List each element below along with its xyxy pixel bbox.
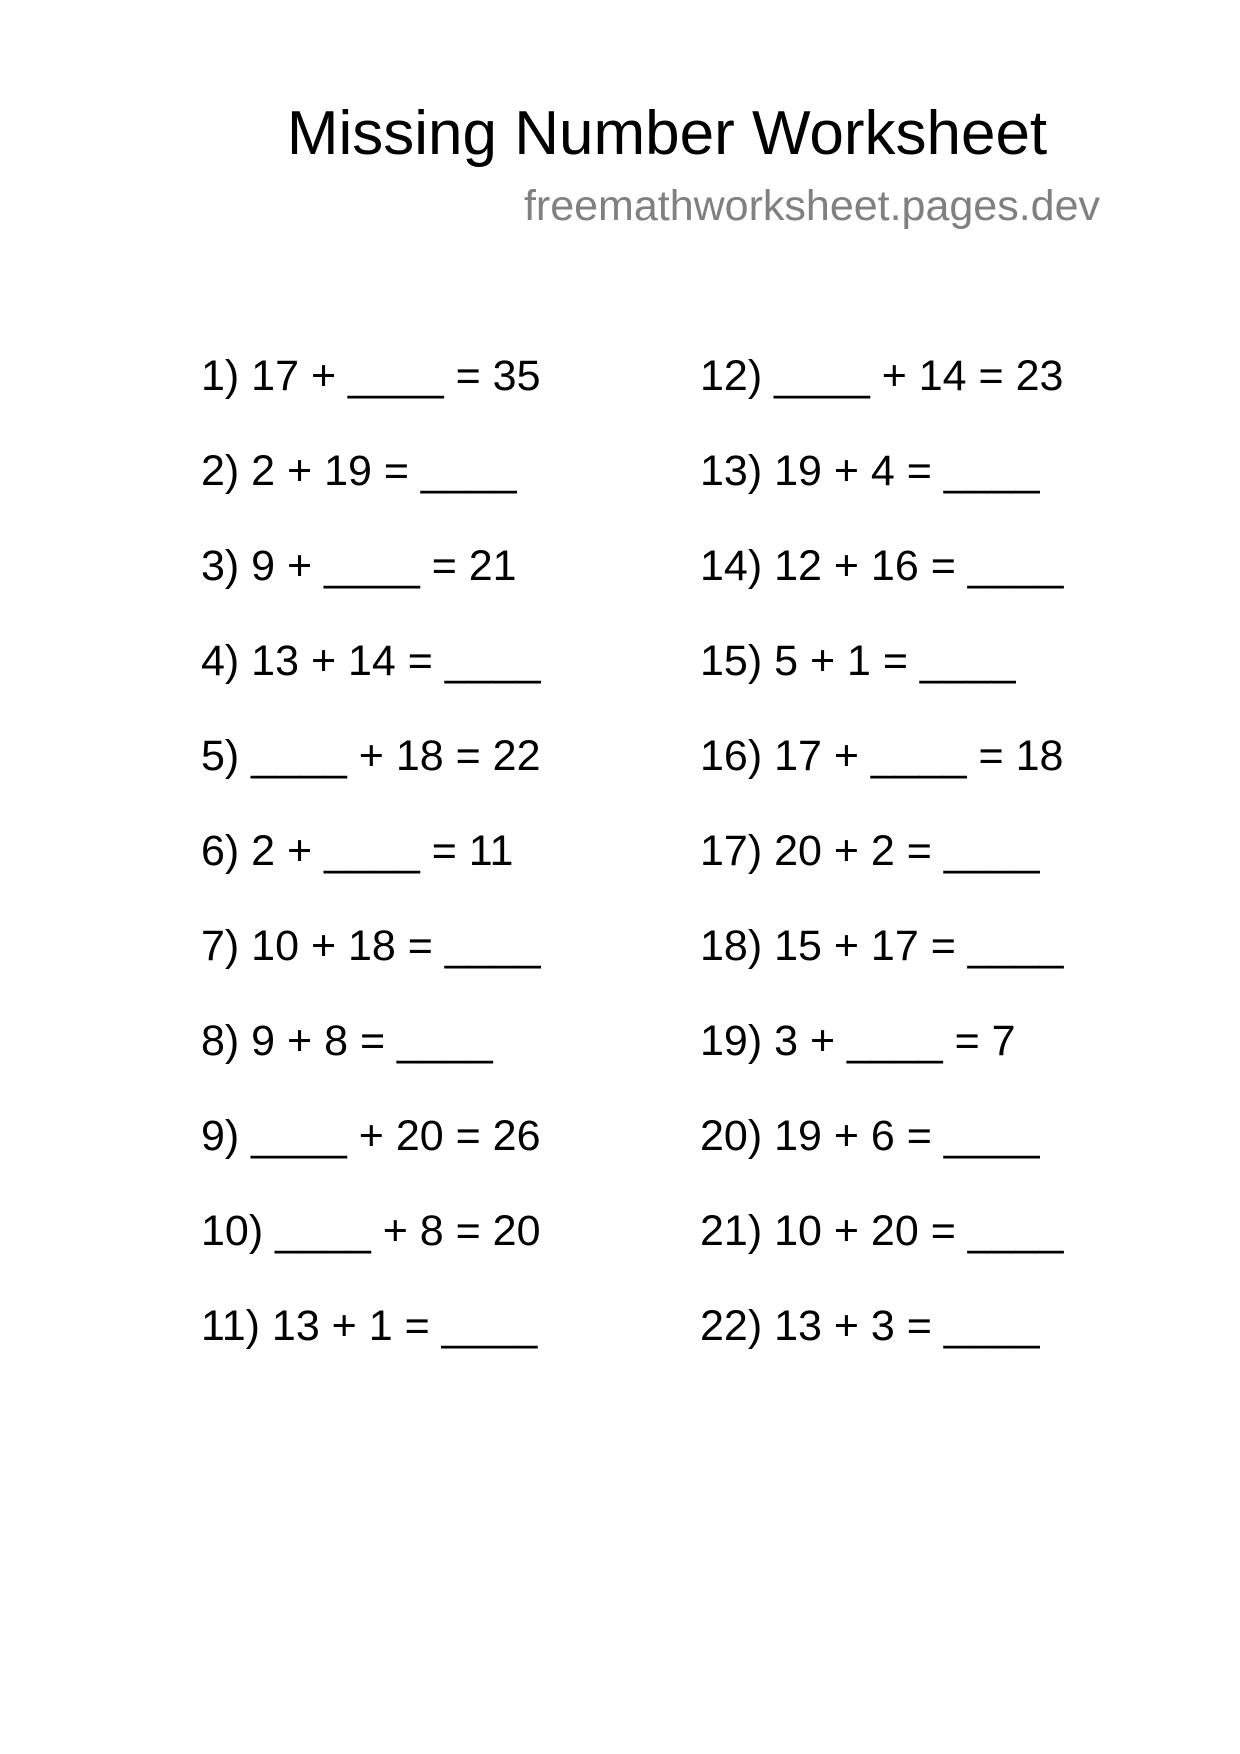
problem-item: 8) 9 + 8 = ____ — [201, 1017, 493, 1065]
worksheet-title: Missing Number Worksheet — [286, 99, 1048, 168]
problem-item: 16) 17 + ____ = 18 — [700, 732, 1064, 780]
problem-item: 3) 9 + ____ = 21 — [201, 542, 517, 590]
problem-item: 14) 12 + 16 = ____ — [700, 542, 1064, 590]
problem-item: 2) 2 + 19 = ____ — [201, 447, 517, 495]
problem-item: 18) 15 + 17 = ____ — [700, 922, 1064, 970]
problem-item: 22) 13 + 3 = ____ — [700, 1302, 1040, 1350]
problem-item: 11) 13 + 1 = ____ — [201, 1302, 538, 1350]
problem-item: 1) 17 + ____ = 35 — [201, 352, 541, 400]
problem-item: 21) 10 + 20 = ____ — [700, 1207, 1064, 1255]
problem-item: 13) 19 + 4 = ____ — [700, 447, 1040, 495]
problem-item: 7) 10 + 18 = ____ — [201, 922, 541, 970]
problem-item: 12) ____ + 14 = 23 — [700, 352, 1064, 400]
problem-item: 17) 20 + 2 = ____ — [700, 827, 1040, 875]
problems-column-right — [700, 350, 1063, 1395]
problem-item: 19) 3 + ____ = 7 — [700, 1017, 1016, 1065]
problem-item: 15) 5 + 1 = ____ — [700, 637, 1016, 685]
problems-column-left — [201, 350, 541, 1395]
website-label: freemathworksheet.pages.dev — [523, 182, 1100, 230]
problem-item: 4) 13 + 14 = ____ — [201, 637, 541, 685]
problem-item: 5) ____ + 18 = 22 — [201, 732, 541, 780]
problem-item: 20) 19 + 6 = ____ — [700, 1112, 1040, 1160]
problem-item: 6) 2 + ____ = 11 — [201, 827, 514, 875]
problem-item: 10) ____ + 8 = 20 — [201, 1207, 541, 1255]
problem-item: 9) ____ + 20 = 26 — [201, 1112, 541, 1160]
